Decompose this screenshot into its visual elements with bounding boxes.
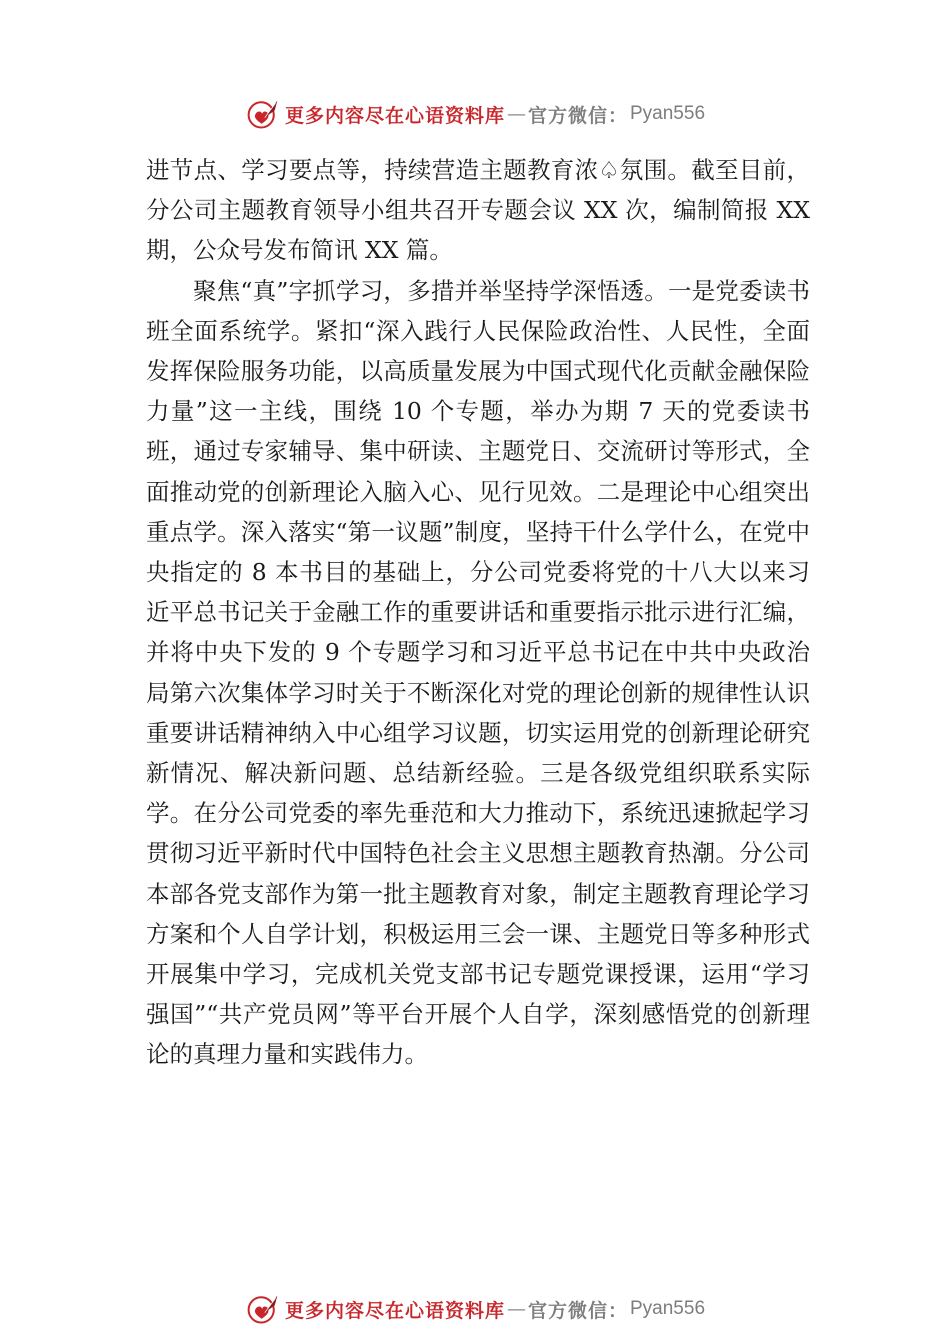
banner-separator: — <box>506 103 526 125</box>
wechat-label: 官方微信： <box>527 1299 628 1322</box>
footer-banner <box>0 1289 950 1329</box>
banner-separator: — <box>506 1298 526 1320</box>
quill-heart-logo-icon <box>245 1291 281 1327</box>
wechat-account: Pyan556 <box>630 103 706 124</box>
paragraph-1: 进节点、学习要点等，持续营造主题教育浓♤氛围。截至目前，分公司主题教育领导小组共召开专题会议 XX 次，编制简报 XX 期，公众号发布简讯 XX 篇。 <box>146 156 810 265</box>
header-banner <box>0 94 950 134</box>
quill-heart-logo-icon <box>245 96 281 132</box>
document-body <box>146 150 810 1075</box>
wechat-label: 官方微信： <box>527 104 628 127</box>
brand-name: 更多内容尽在心语资料库 <box>284 104 505 127</box>
wechat-account: Pyan556 <box>630 1298 706 1319</box>
brand-name: 更多内容尽在心语资料库 <box>284 1299 505 1322</box>
paragraph-2: 聚焦“真”字抓学习，多措并举坚持学深悟透。一是党委读书班全面系统学。紧扣“深入践行人民保险政治性、人民性，全面发挥保险服务功能，以高质量发展为中国式现代化贡献金融保险力量”这一主线，围绕 10 个专题，举办为期 7 天的党委读书班，通过专家辅导、集中研读、主题党日、交流研讨等形式，全面推动党的创新理论入脑入心、见行见效。二是理论中心组突出重点学。深入落实“第一议题”制度，坚持干什么学什么，在党中央指定的 8 本书目的基础上，分公司党委将党的十八大以来习近平总书记关于金融工作的重要讲话和重要指示批示进行汇编，并将中央下发的 9 个专题学习和习近平总书记在中共中央政治局第六次集体学习时关于不断深化对党的理论创新的规律性认识重要讲话精神纳入中心组学习议题，切实运用党的创新理论研究新情况、解决新问题、总结新经验。三是各级党组织联系实际学。在分公司党委的率先垂范和大力推动下，系统迅速掀起学习贯彻习近平新时代中国特色社会主义思想主题教育热潮。分公司本部各党支部作为第一批主题教育对象，制定主题教育理论学习方案和个人自学计划，积极运用三会一课、主题党日等多种形式开展集中学习，完成机关党支部书记专题党课授课，运用“学习强国”“共产党员网”等平台开展个人自学，深刻感悟党的创新理论的真理力量和实践伟力。 <box>146 276 810 1069</box>
